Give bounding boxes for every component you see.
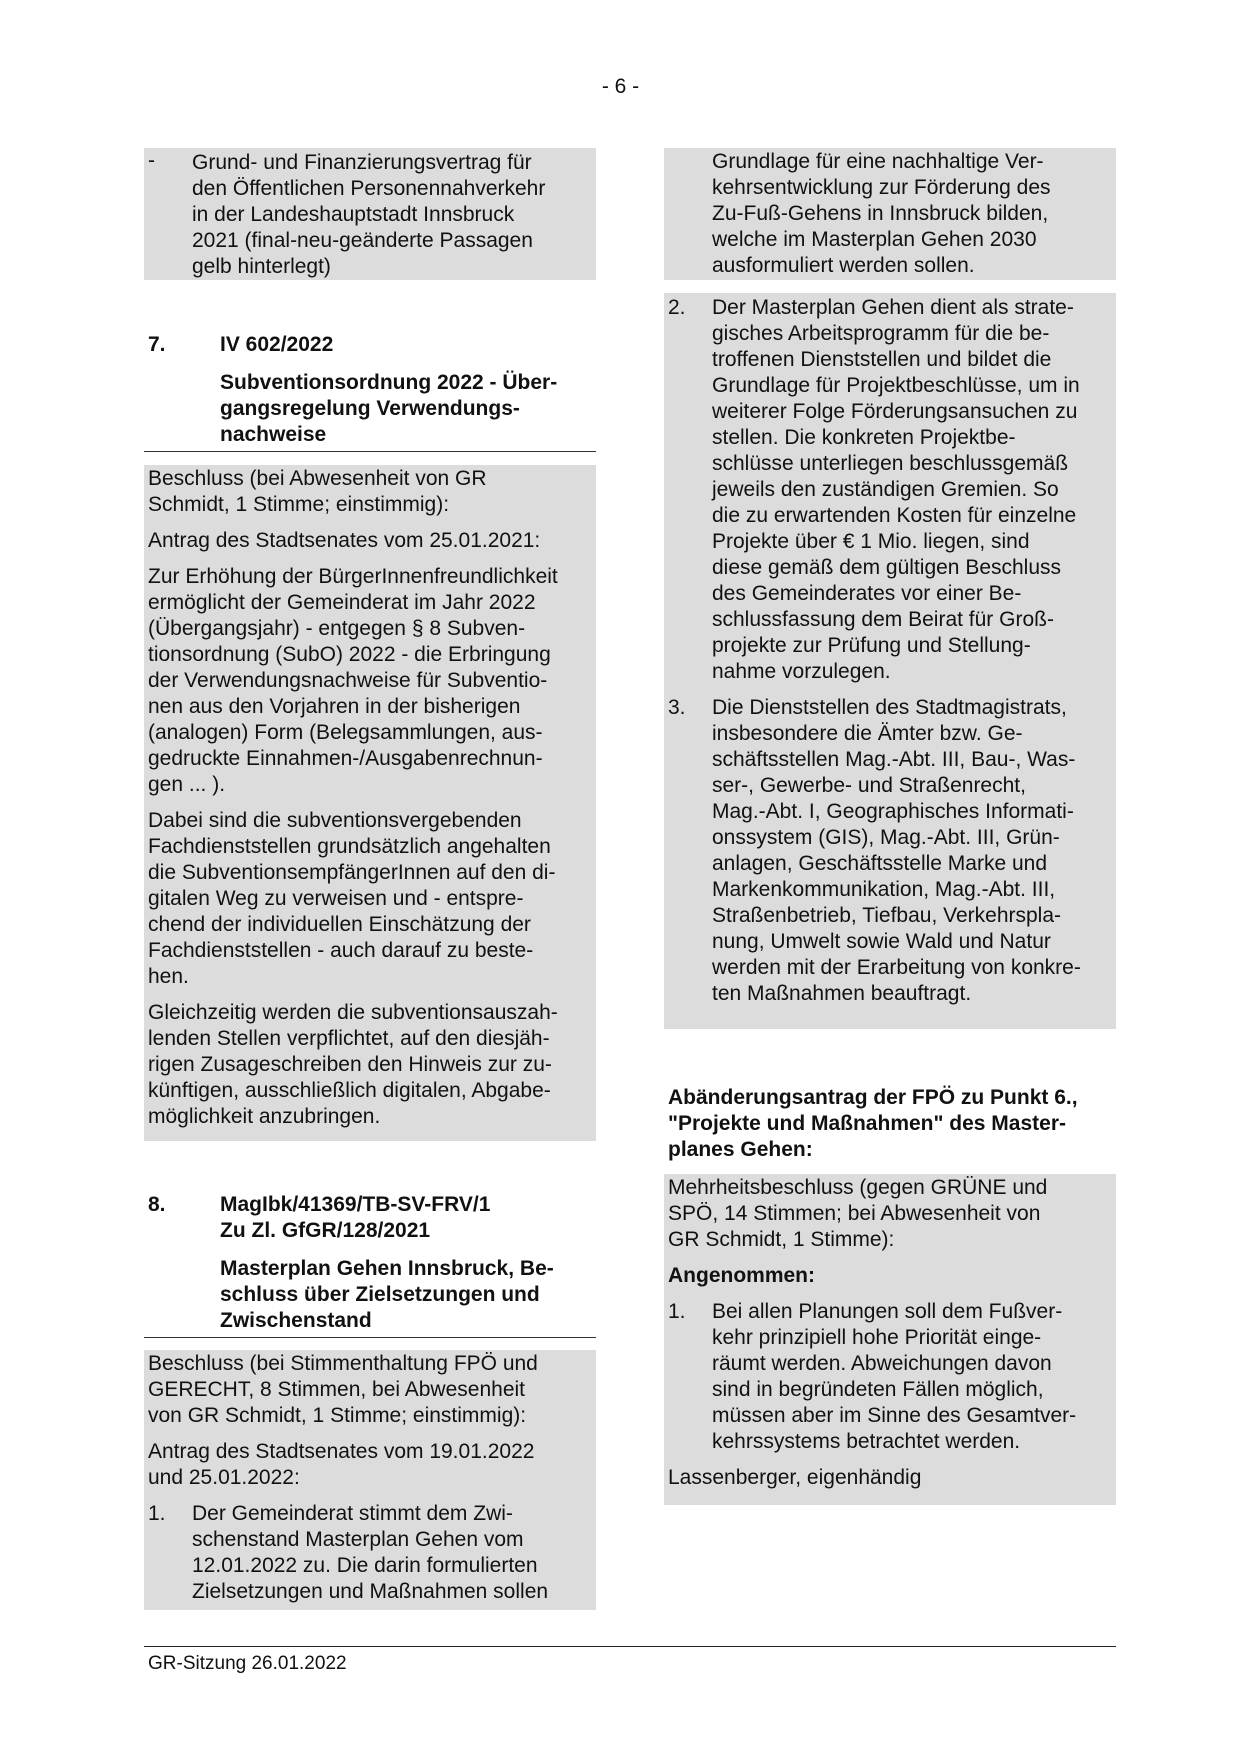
item-8-point-1: 1. Der Gemeinderat stimmt dem Zwi- schenstand Masterplan Gehen vom 12.01.2022 zu. Die darin formulierten Zielsetzungen und Maßnahmen sollen bbox=[148, 1502, 549, 1603]
item-7-divider bbox=[144, 451, 596, 452]
contract-text: Grund- und Finanzierungsvertrag für den Öffentlichen Personennahverkehr in der Landeshauptstadt Innsbruck 2021 (final-neu-geänderte Passagen gelb hinterlegt) bbox=[192, 151, 546, 278]
amendment-heading: Abänderungsantrag der FPÖ zu Punkt 6., "Projekte und Maßnahmen" des Master- planes Gehen: bbox=[668, 1086, 1078, 1161]
amendment-resolution: Mehrheitsbeschluss (gegen GRÜNE und SPÖ, 14 Stimmen; bei Abwesenheit von GR Schmidt, 1 Stimme): bbox=[668, 1176, 1048, 1251]
item-marker: - bbox=[148, 149, 155, 172]
contract-item bbox=[144, 148, 596, 280]
item-7-title: Subventionsordnung 2022 - Über- gangsregelung Verwendungs- nachweise bbox=[220, 371, 558, 446]
item-7-number: 7. bbox=[148, 333, 166, 356]
point-3: 3. Die Dienststellen des Stadtmagistrats, insbesondere die Ämter bzw. Ge- schäftsstellen Mag.-Abt. III, Bau-, Was- ser-, Gewerbe- und Straßenrecht, Mag.-Abt. I, Geographisches Informati- onssystem (GIS), Mag.-Abt. III, Grün- anlagen, Geschäftsstelle Marke und Markenkommunikation, Mag.-Abt. III, Straßenbetrieb, Tiefbau, Verkehrspla- nung, Umwelt sowie Wald und Natur werden mit der Erarbeitung von konkre- ten Maßnahmen beauftragt. bbox=[668, 696, 1081, 1005]
item-7-resolution: Beschluss (bei Abwesenheit von GR Schmidt, 1 Stimme; einstimmig): bbox=[148, 467, 487, 516]
item-8-resolution: Beschluss (bei Stimmenthaltung FPÖ und GERECHT, 8 Stimmen, bei Abwesenheit von GR Schmidt, 1 Stimme; einstimmig): bbox=[148, 1352, 538, 1427]
item-8-number: 8. bbox=[148, 1193, 166, 1216]
item-7-paragraph-3: Gleichzeitig werden die subventionsauszah- lenden Stellen verpflichtet, auf den diesjäh- rigen Zusageschreiben den Hinweis zur zu- künftigen, ausschließlich digitalen, Abgabe- möglichkeit anzubringen. bbox=[148, 1001, 558, 1128]
item-8-title: Masterplan Gehen Innsbruck, Be- schluss über Zielsetzungen und Zwischenstand bbox=[220, 1257, 554, 1332]
point-2: 2. Der Masterplan Gehen dient als strate- gisches Arbeitsprogramm für die be- troffenen Dienststellen und bildet die Grundlage für Projektbeschlüsse, um in weiterer Folge Förderungsansuchen zu stellen. Die konkreten Projektbe- schlüsse unterliegen beschlussgemäß jeweils den zuständigen Gremien. So die zu erwartenden Kosten für einzelne Projekte über € 1 Mio. liegen, sind diese gemäß dem gültigen Beschluss des Gemeinderates vor einer Be- schlussfassung dem Beirat für Groß- projekte zur Prüfung und Stellung- nahme vorzulegen. bbox=[668, 296, 1080, 683]
page-number: - 6 - bbox=[601, 75, 640, 98]
amendment-accepted: Angenommen: bbox=[668, 1264, 815, 1287]
item-8-motion: Antrag des Stadtsenates vom 19.01.2022 und 25.01.2022: bbox=[148, 1440, 535, 1489]
point-number: 3. bbox=[668, 696, 686, 719]
item-7-reference: IV 602/2022 bbox=[220, 333, 334, 356]
item-7-paragraph-2: Dabei sind die subventionsvergebenden Fachdienststellen grundsätzlich angehalten die SubventionsempfängerInnen auf den di- gitalen Weg zu verweisen und - entspre- chend der individuellen Einschätzung der Fachdienststellen - auch darauf zu beste- hen. bbox=[148, 809, 556, 988]
item-7-motion: Antrag des Stadtsenates vom 25.01.2021: bbox=[148, 529, 541, 552]
item-8-reference: MagIbk/41369/TB-SV-FRV/1 Zu Zl. GfGR/128/2021 bbox=[220, 1193, 491, 1242]
item-8-body bbox=[144, 1350, 596, 1610]
amendment-body bbox=[664, 1174, 1116, 1505]
item-7-body bbox=[144, 465, 596, 1141]
amendment-point-1: 1. Bei allen Planungen soll dem Fußver- kehr prinzipiell hohe Priorität einge- räumt werden. Abweichungen davon sind in begründeten Fällen möglich, müssen aber im Sinne des Gesamtver- kehrssystems betrachtet werden. bbox=[668, 1300, 1077, 1453]
footer-text: GR-Sitzung 26.01.2022 bbox=[148, 1653, 347, 1674]
point-number: 1. bbox=[148, 1502, 166, 1525]
point-1-continuation: Grundlage für eine nachhaltige Ver- kehrsentwicklung zur Förderung des Zu-Fuß-Gehens in Innsbruck bilden, welche im Masterplan Gehen 2030 ausformuliert werden sollen. bbox=[664, 148, 1116, 280]
footer-divider bbox=[144, 1646, 1116, 1647]
signature: Lassenberger, eigenhändig bbox=[668, 1466, 922, 1489]
point-number: 1. bbox=[668, 1300, 686, 1323]
point-number: 2. bbox=[668, 296, 686, 319]
item-8-divider bbox=[144, 1337, 596, 1338]
point-2-and-3 bbox=[664, 293, 1116, 1029]
item-7-paragraph-1: Zur Erhöhung der BürgerInnenfreundlichkeit ermöglicht der Gemeinderat im Jahr 2022 (Übergangsjahr) - entgegen § 8 Subven- tionsordnung (SubO) 2022 - die Erbringung der Verwendungsnachweise für Subventio- nen aus den Vorjahren in der bisherigen (analogen) Form (Belegsammlungen, aus- gedruckte Einnahmen-/Ausgabenrechnun- gen ... ). bbox=[148, 565, 558, 796]
